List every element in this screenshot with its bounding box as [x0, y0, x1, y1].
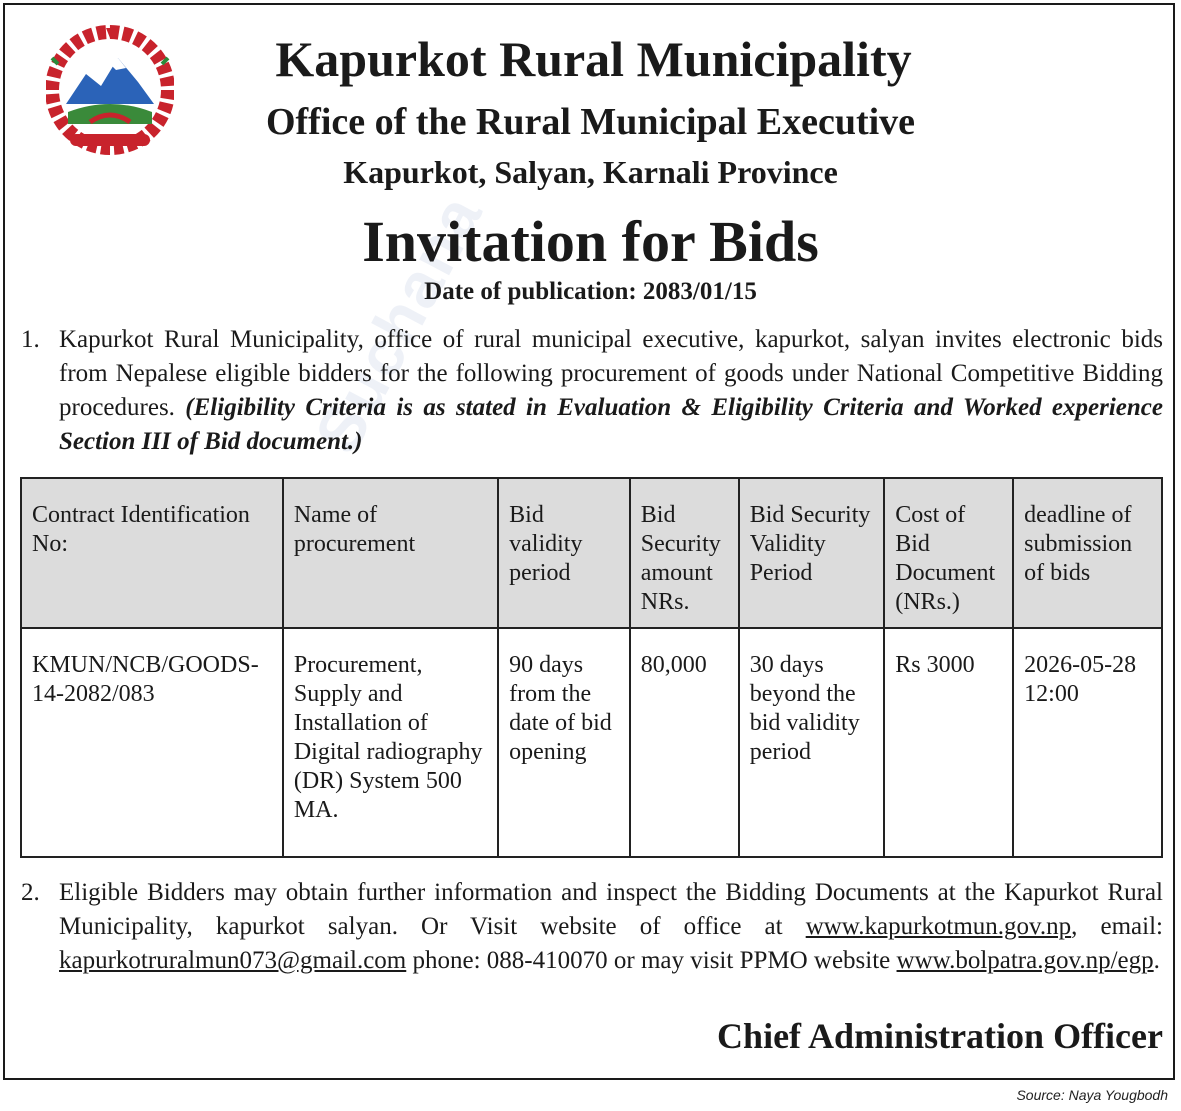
signoff: Chief Administration Officer — [717, 1016, 1163, 1056]
col-bid-validity: Bid validity period — [498, 478, 630, 628]
para2 — [59, 876, 1163, 978]
para1-number: 1. — [21, 326, 40, 353]
table-header-row — [21, 478, 1162, 628]
para1 — [59, 323, 1163, 459]
publication-date: Date of publication: 2083/01/15 — [424, 278, 757, 305]
office-website-link[interactable]: www.kapurkotmun.gov.np — [805, 913, 1072, 940]
cell-contract-id: KMUN/NCB/GOODS-14-2082/083 — [21, 628, 283, 857]
para2-text-a: Eligible Bidders may obtain further information and inspect the Bidding Documents at the Kapurkot Rural Municipality, kapurkot salyan. Or Visit website of office at — [59, 879, 1163, 940]
para2-text-d: . — [1153, 947, 1160, 974]
municipality-name: Kapurkot Rural Municipality — [275, 31, 912, 87]
para2-text-b: , email: — [1071, 913, 1163, 940]
email-link[interactable]: kapurkotruralmun073@gmail.com — [59, 947, 407, 974]
para1-eligibility-note: (Eligibility Criteria is as stated in Evaluation & Eligibility Criteria and Worked experience Section III of Bid document.) — [59, 394, 1163, 455]
col-bid-security-amount: Bid Security amount NRs. — [630, 478, 739, 628]
bids-table — [20, 477, 1163, 858]
cell-bid-document-cost: Rs 3000 — [884, 628, 1013, 857]
cell-bid-validity: 90 days from the date of bid opening — [498, 628, 630, 857]
col-submission-deadline: deadline of submission of bids — [1013, 478, 1162, 628]
office-location: Kapurkot, Salyan, Karnali Province — [343, 154, 838, 190]
col-bid-document-cost: Cost of Bid Document (NRs.) — [884, 478, 1013, 628]
col-contract-id: Contract Identification No: — [21, 478, 283, 628]
para2-number: 2. — [21, 879, 40, 906]
para1-text: Kapurkot Rural Municipality, office of rural municipal executive, kapurkot, salyan invites electronic bids from Nepalese eligible bidders for the following procurement of goods under National Competitive Bidding procedures. — [59, 326, 1163, 421]
cell-bid-security-validity: 30 days beyond the bid validity period — [739, 628, 885, 857]
col-bid-security-validity: Bid Security Validity Period — [739, 478, 885, 628]
cell-procurement-name: Procurement, Supply and Installation of Digital radiography (DR) System 500 MA. — [283, 628, 498, 857]
office-name: Office of the Rural Municipal Executive — [265, 101, 916, 143]
ppmo-website-link[interactable]: www.bolpatra.gov.np/egp — [896, 947, 1154, 974]
table-row — [21, 628, 1162, 857]
col-procurement-name: Name of procurement — [283, 478, 498, 628]
source-credit: Source: Naya Yougbodh — [1016, 1087, 1168, 1103]
cell-submission-deadline: 2026-05-28 12:00 — [1013, 628, 1162, 857]
cell-bid-security-amount: 80,000 — [630, 628, 739, 857]
notice-title: Invitation for Bids — [362, 209, 819, 274]
watermark: Suchana — [300, 182, 497, 465]
para2-text-c: phone: 088-410070 or may visit PPMO website — [406, 947, 897, 974]
